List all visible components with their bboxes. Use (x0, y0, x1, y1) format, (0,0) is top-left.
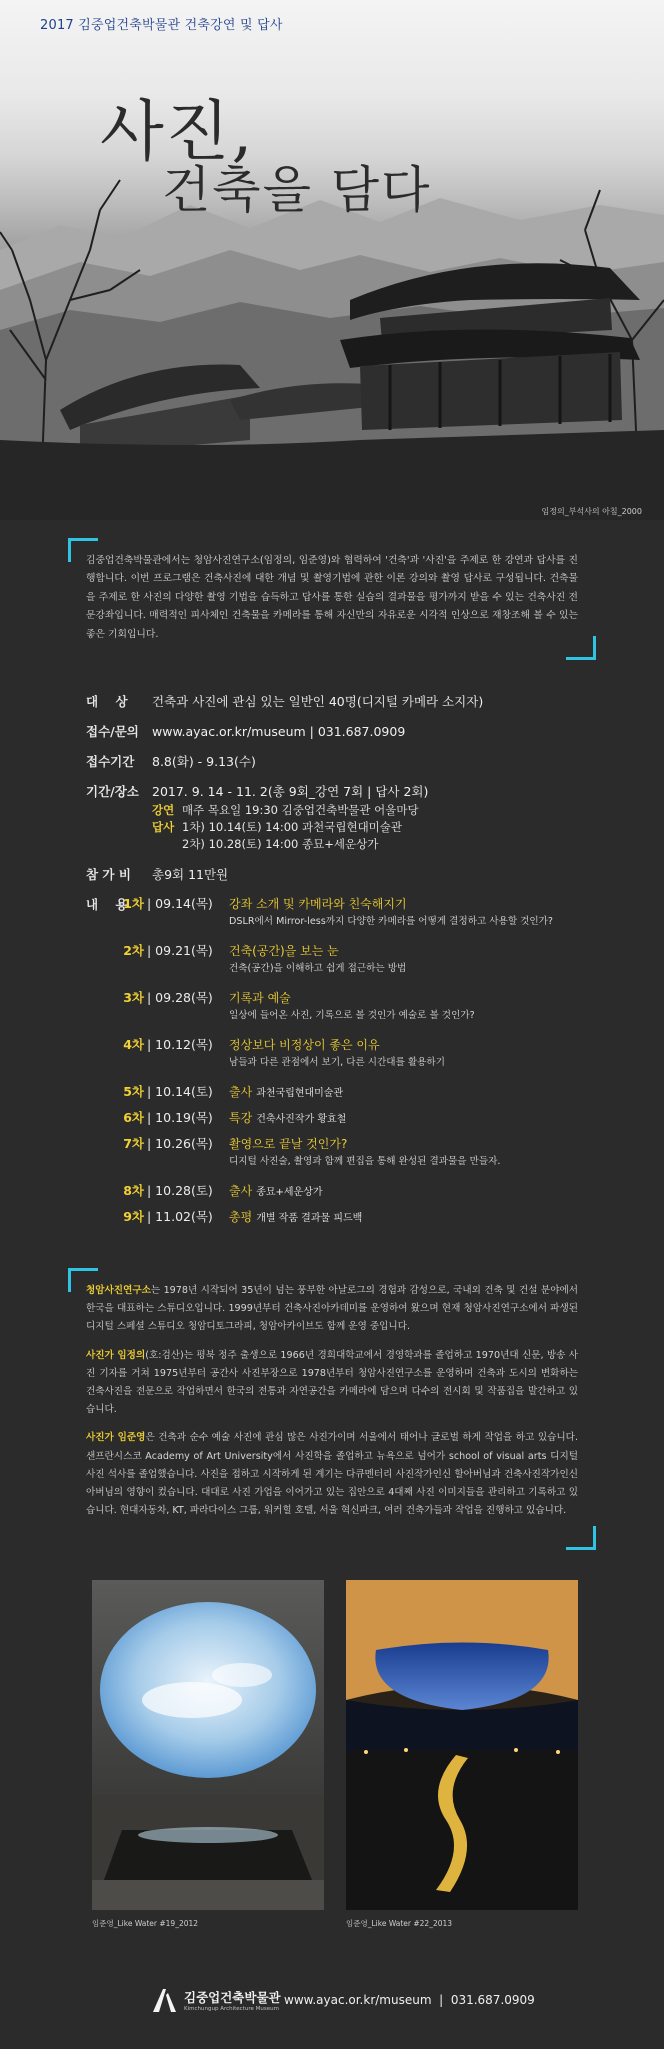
target-label: 대 상 (86, 694, 128, 710)
session-number: 1차 (123, 896, 144, 912)
session-description: DSLR에서 Mirror-less까지 다양한 카메라를 어떻게 결정하고 사용할 것인가? (229, 916, 554, 928)
session-number: 2차 (123, 943, 144, 959)
session-number: 3차 (123, 990, 144, 1006)
session-title: 출사 (229, 1085, 253, 1100)
hero-title-line2: 건축을 담다 (162, 161, 432, 219)
photo-card (92, 1580, 324, 1929)
session-title-line (229, 989, 626, 1007)
session-date: | 11.02(목) (147, 1209, 213, 1225)
session-detail: 건축사진작가 황효철 (256, 1114, 347, 1126)
session-description: 일상에 들어온 사진, 기록으로 볼 것인가 예술로 볼 것인가? (229, 1010, 475, 1022)
session-title: 정상보다 비정상이 좋은 이유 (229, 1038, 380, 1053)
session-date: | 09.14(목) (147, 896, 213, 912)
session-date: | 10.26(목) (147, 1136, 213, 1152)
intro-section (68, 538, 596, 660)
session-number: 7차 (123, 1136, 144, 1152)
photo-card (346, 1580, 578, 1929)
fee-value: 총9회 11만원 (152, 867, 229, 883)
session-item (86, 942, 626, 977)
period-row (86, 752, 626, 772)
session-title-line (229, 1182, 626, 1202)
session-description: 남들과 다른 관점에서 보기, 다른 시간대를 활용하기 (229, 1057, 445, 1069)
bracket-corner-bottom-right (566, 1526, 596, 1550)
session-title: 기록과 예술 (229, 991, 291, 1006)
session-title-line (229, 1036, 626, 1054)
museum-logo-icon (150, 1987, 178, 2013)
session-detail: 종묘+세운상가 (256, 1187, 323, 1199)
session-date: | 10.28(토) (147, 1183, 213, 1199)
photographer-2-desc: 은 건축과 순수 예술 사진에 관심 많은 사진가이며 서울에서 태어나 글로벌 하게 작업을 하고 있습니다. 샌프란시스코 Academy of Art University에서 사진학을 졸업하고 뉴욕으로 넘어가 school of visual arts 디지털 사진 석사를 졸업했습니다. 사진을 접하고 시작하게 된 계기는 다큐멘터리 사진작가인신 할아버님과 건축사진작가인신 아버님의 영향이 컸습니다. 대대로 사진 가업을 이어가고 있는 집안으로 4대째 사진 이미지들을 관리하고 기록하고 있습니다. 현대자동차, KT, 파라다이스 그룹, 워커힐 호텔, 서울 혁신파크, 여러 건축가들과 작업을 진행하고 있습니다. (86, 1432, 578, 1517)
session-number: 4차 (123, 1037, 144, 1053)
session-title: 촬영으로 끝날 것인가? (229, 1137, 348, 1152)
intro-text: 김중업건축박물관에서는 청암사진연구소(임정의, 임준영)와 협력하여 '건축'과 '사진'을 주제로 한 강연과 답사를 진행합니다. 이번 프로그램은 건축사진에 대한 개념 및 촬영기법에 관한 이론 강의와 촬영 답사로 구성됩니다. 건축물을 주제로 한 사진의 다양한 촬영 기법을 습득하고 답사를 통한 실습의 결과물을 평가까지 받을 수 있는 건축사진 전문강좌입니다. 매력적인 피사체인 건축물을 카메라를 통해 자신만의 자유로운 시각적 인상으로 재창조해 볼 수 있는 좋은 기회입니다. (86, 555, 578, 640)
session-detail: 과천국립현대미술관 (256, 1088, 344, 1100)
event-subtitle: 2017 김중업건축박물관 건축강연 및 답사 (40, 18, 283, 33)
museum-name: 김중업건축박물관 (184, 1990, 281, 2006)
session-title: 건축(공간)을 보는 눈 (229, 944, 339, 959)
hero-banner (0, 0, 664, 520)
fee-label: 참 가 비 (86, 867, 131, 883)
photo-gallery (92, 1580, 578, 1929)
fee-row (86, 865, 626, 885)
session-description: 건축(공간)을 이해하고 쉽게 접근하는 방법 (229, 963, 407, 975)
footer (0, 1929, 664, 2049)
bracket-corner-top-left (68, 1268, 98, 1292)
session-title: 강좌 소개 및 카메라와 친숙해지기 (229, 897, 407, 912)
target-value: 건축과 사진에 관심 있는 일반인 40명(디지털 카메라 소지자) (152, 694, 484, 710)
trip-value-2: 2차) 10.28(토) 14:00 종묘+세운상가 (182, 837, 379, 852)
target-row (86, 692, 626, 712)
studio-desc: 는 1978년 시작되어 35년이 넘는 풍부한 아날로그의 경험과 감성으로, 국내외 건축 및 건설 분야에서 한국을 대표하는 스튜디오입니다. 1999년부터 건축사진아카데미를 운영하여 왔으며 현재 청암사진연구소에서 파생된 디지털 스페셜 스튜디오 청암디토그라피, 청암아카이브도 함께 운영 중입니다. (86, 1285, 578, 1333)
trip-line-1 (152, 819, 428, 836)
session-title: 출사 (229, 1184, 253, 1199)
trip-key: 답사 (152, 820, 175, 835)
session-item (86, 1182, 626, 1202)
contact-label: 접수/문의 (86, 724, 139, 740)
session-detail: 개별 작품 결과물 피드백 (256, 1213, 363, 1225)
footer-contact[interactable]: www.ayac.or.kr/museum | 031.687.0909 (284, 1993, 535, 2008)
session-date: | 09.21(목) (147, 943, 213, 959)
session-title: 총평 (229, 1210, 253, 1225)
session-title-line (229, 1208, 626, 1228)
photo-caption-1: 임준영_Like Water #19_2012 (92, 1919, 199, 1929)
session-title-line (229, 1109, 626, 1129)
about-studio (86, 1282, 578, 1337)
session-item (86, 895, 626, 930)
session-title-line (229, 1083, 626, 1103)
session-number: 9차 (123, 1209, 144, 1225)
photographer-2-name: 사진가 임준영 (86, 1432, 146, 1444)
session-list (86, 895, 626, 1228)
session-item (86, 1135, 626, 1170)
period-label: 접수기간 (86, 754, 135, 770)
hero-title-line1: 사진, (100, 93, 255, 170)
session-item (86, 1083, 626, 1103)
trip-value-1: 1차) 10.14(토) 14:00 과천국립현대미술관 (182, 820, 403, 835)
session-title: 특강 (229, 1111, 253, 1126)
session-title-line (229, 942, 626, 960)
like-water-19-photo (92, 1580, 324, 1910)
photographer-1-name: 사진가 임정의 (86, 1349, 146, 1361)
lecture-value: 매주 목요일 19:30 김중업건축박물관 어울마당 (182, 803, 419, 818)
venue-label: 기간/장소 (86, 784, 139, 800)
about-section (68, 1268, 596, 1550)
photographer-1-desc: (호:검산)는 평북 정주 출생으로 1966년 경희대학교에서 경영학과를 졸업하고 1970년대 신문, 방송 사진 기자를 거쳐 1975년부터 공간사 사진부장으로 1978년부터 청암사진연구소를 운영하며 건축과 도시의 변화하는 건축사진을 전문으로 작업하면서 한국의 전통과 자연공간을 카메라에 담으며 다수의 전시회 및 작품집을 발간하고 있습니다. (86, 1349, 578, 1416)
session-title-line (229, 1135, 626, 1153)
session-title-line (229, 895, 626, 913)
session-description: 디지털 사진술, 촬영과 함께 편집을 통해 완성된 결과물을 만들자. (229, 1156, 501, 1168)
hero-photo-caption: 임정의_부석사의 아침_2000 (541, 507, 642, 516)
venue-value: 2017. 9. 14 - 11. 2(총 9회_강연 7회 | 답사 2회) (152, 784, 429, 800)
session-date: | 10.19(목) (147, 1110, 213, 1126)
session-date: | 09.28(목) (147, 990, 213, 1006)
contact-value[interactable]: www.ayac.or.kr/museum | 031.687.0909 (152, 724, 406, 740)
about-photographer-1 (86, 1347, 578, 1420)
session-number: 6차 (123, 1110, 144, 1126)
period-value: 8.8(화) - 9.13(수) (152, 754, 256, 770)
session-item (86, 1208, 626, 1228)
studio-name: 청암사진연구소 (86, 1285, 151, 1297)
session-number: 5차 (123, 1084, 144, 1100)
program-info (86, 692, 626, 1228)
trip-line-2 (152, 836, 428, 853)
content-label: 내 용 (86, 897, 128, 913)
about-photographer-2 (86, 1429, 578, 1520)
session-item (86, 1036, 626, 1071)
session-number: 8차 (123, 1183, 144, 1199)
museum-name-en: Kimchungup Architecture Museum (184, 2006, 279, 2013)
bracket-corner-top-left (68, 538, 98, 562)
like-water-22-photo (346, 1580, 578, 1910)
photo-caption-2: 임준영_Like Water #22_2013 (346, 1919, 453, 1929)
museum-logo[interactable] (150, 1987, 281, 2013)
session-date: | 10.14(토) (147, 1084, 213, 1100)
session-item (86, 989, 626, 1024)
lecture-line (152, 802, 428, 819)
venue-row (86, 782, 626, 853)
lecture-key: 강연 (152, 803, 175, 818)
bracket-corner-bottom-right (566, 636, 596, 660)
contact-row (86, 722, 626, 742)
session-item (86, 1109, 626, 1129)
session-date: | 10.12(목) (147, 1037, 213, 1053)
